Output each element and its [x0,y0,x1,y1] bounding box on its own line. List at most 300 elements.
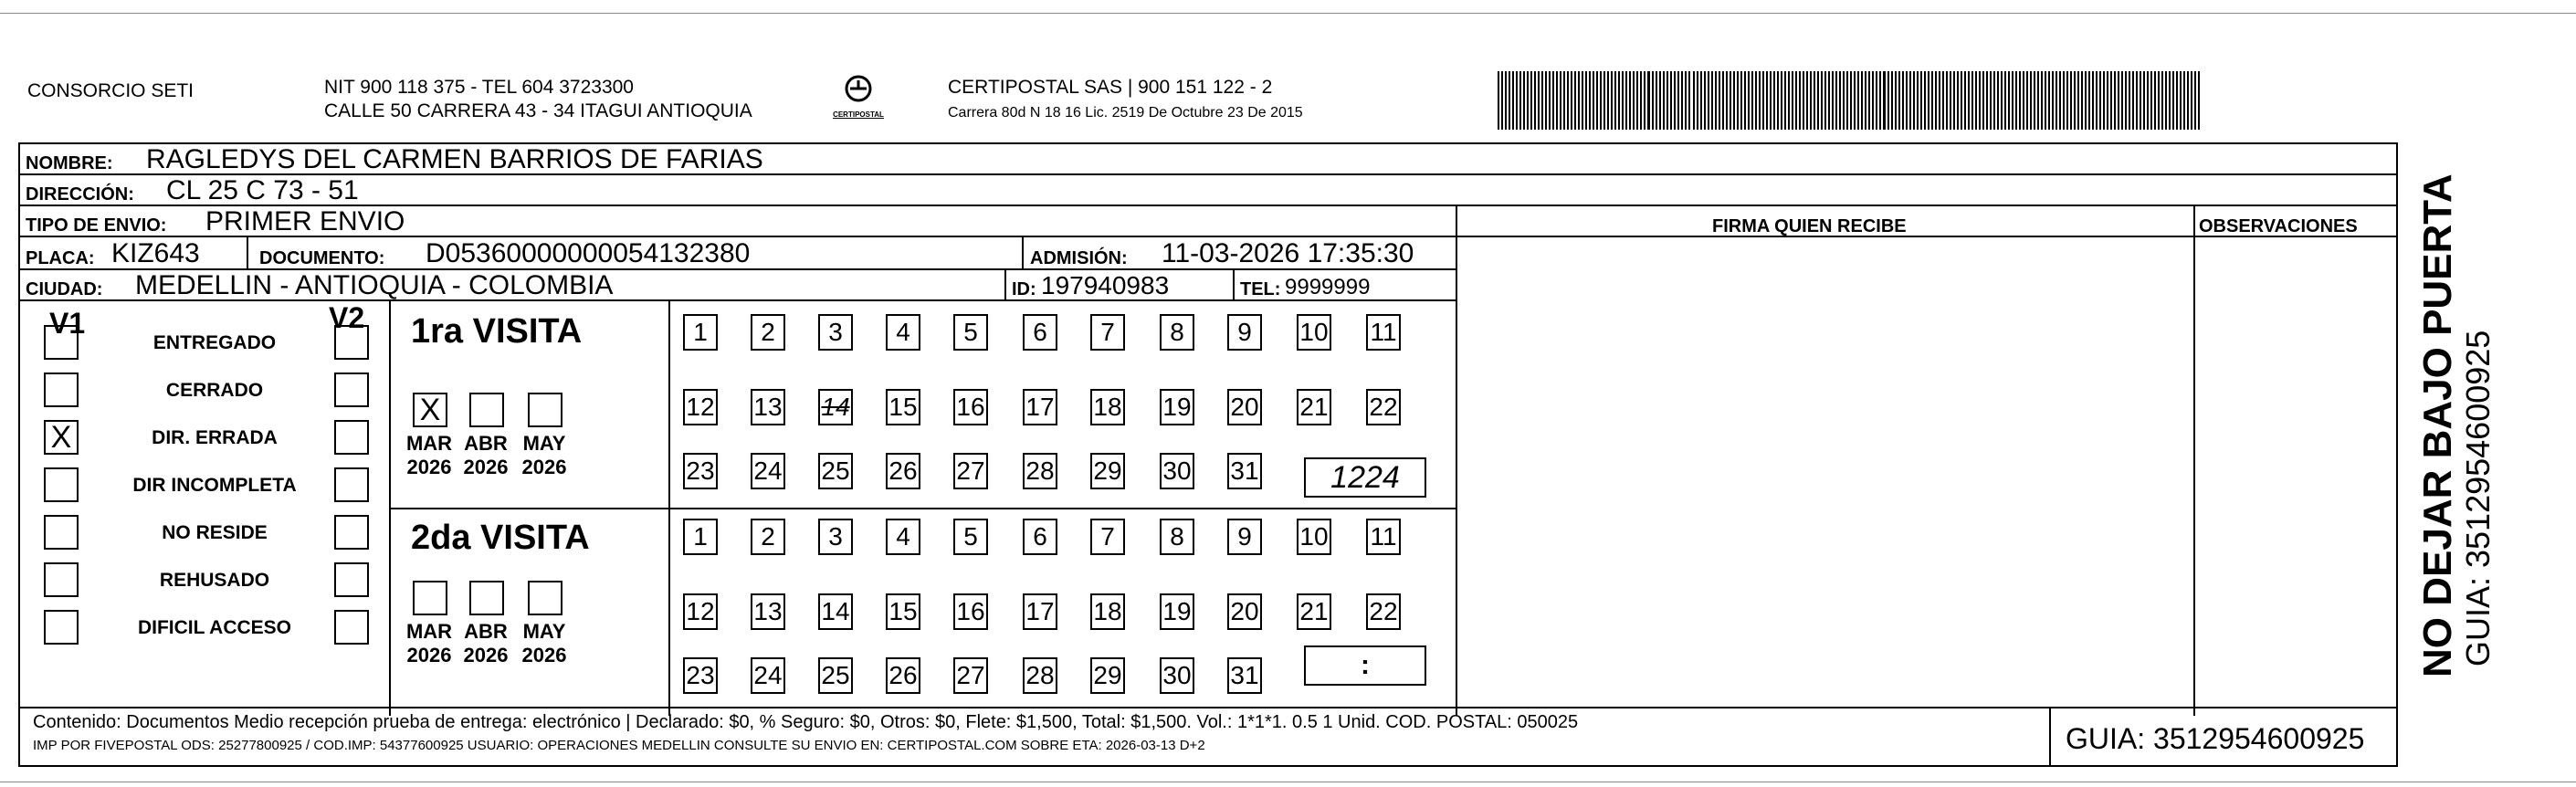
barcode-bar [1722,71,1724,130]
barcode-bar [1614,71,1616,130]
day-box[interactable]: 28 [1023,657,1057,694]
barcode-bar [2066,71,2068,130]
day-box[interactable]: 9 [1227,519,1262,555]
barcode-bar [2107,71,2108,130]
v1-checkbox[interactable] [44,562,79,597]
barcode-bar [1677,71,1679,130]
barcode-bar [1667,71,1668,130]
barcode-bar [1931,71,1933,130]
barcode-bar [2183,71,2185,130]
day-box[interactable]: 15 [886,593,920,630]
barcode-bar [2045,71,2046,130]
barcode-bar [1759,71,1761,130]
day-box[interactable]: 7 [1090,314,1125,351]
barcode-bar [1541,71,1543,130]
day-box[interactable]: 12 [683,593,718,630]
barcode-bar [1964,71,1966,130]
v1-checkbox[interactable] [44,610,79,645]
admision-divider [1022,237,1024,268]
year-label: 2026 [406,644,452,666]
barcode-bar [1571,71,1572,130]
barcode-bar [1795,71,1797,130]
barcode-bar [1674,71,1676,130]
barcode-bar [1719,71,1720,130]
year-label: 2026 [521,644,567,666]
day-box[interactable]: 7 [1090,519,1125,555]
barcode-bar [1861,71,1863,130]
day-box[interactable]: 31 [1227,657,1262,694]
barcode-bar [1549,71,1551,130]
barcode-bar [1817,71,1819,130]
barcode-bar [2132,71,2134,130]
day-box[interactable]: 24 [751,657,785,694]
status-label: ENTREGADO [152,332,277,353]
barcode-bar [1971,71,1973,130]
barcode-bar [2169,71,2171,130]
day-box[interactable]: 11 [1366,314,1401,351]
barcode-bar [2140,71,2141,130]
barcode-bar [2118,71,2119,130]
barcode-bar [1693,71,1695,130]
direccion-label: DIRECCIÓN: [26,184,134,205]
barcode-bar [2019,71,2021,130]
day-box[interactable]: 28 [1023,453,1057,489]
day-box[interactable]: 13 [751,389,785,425]
barcode-bar [2150,71,2152,130]
barcode-bar [1593,71,1594,130]
barcode-bar [2059,71,2061,130]
day-box[interactable]: 2 [751,519,785,555]
barcode-bar [1618,71,1620,130]
placa-row [20,237,1457,270]
day-box[interactable]: 4 [886,314,920,351]
day-box[interactable]: 25 [818,657,853,694]
ciudad-row [20,270,1457,301]
ciudad-value: MEDELLIN - ANTIOQUIA - COLOMBIA [135,270,614,300]
barcode-bar [1644,71,1645,130]
barcode-bar [2030,71,2032,130]
barcode-bar [1968,71,1970,130]
day-box[interactable]: 22 [1366,389,1401,425]
barcode-bar [1835,71,1837,130]
day-box[interactable]: 19 [1160,593,1194,630]
footer-guia: GUIA: 3512954600925 [2066,722,2365,755]
observaciones-left-border [2193,206,2195,716]
month-label: MAY [522,620,566,643]
barcode-bar [1578,71,1580,130]
documento-label: DOCUMENTO: [259,248,385,268]
day-box[interactable]: 23 [683,657,718,694]
barcode-bar [1633,71,1635,130]
visit2-title: 2da VISITA [411,519,590,557]
barcode-bar [1832,71,1834,130]
ciudad-label: CIUDAD: [26,279,103,299]
barcode-bar [2129,71,2130,130]
visit1-title: 1ra VISITA [411,312,583,351]
barcode-bar [1538,71,1540,130]
barcode-bar [1527,71,1529,130]
barcode-bar [1663,71,1665,130]
barcode-bar [1865,71,1866,130]
barcode-bar [1567,71,1569,130]
barcode-bar [2161,71,2163,130]
day-box[interactable]: 9 [1227,314,1262,351]
barcode-bar [2081,71,2083,130]
barcode-bar [1585,71,1587,130]
barcode-bar [1909,71,1911,130]
barcode-bar [2158,71,2160,130]
barcode-bar [1656,71,1657,130]
barcode-bar [2099,71,2101,130]
barcode-bar [1688,71,1690,130]
barcode-bar [1652,71,1654,130]
day-box[interactable]: 16 [953,389,988,425]
day-box[interactable]: 22 [1366,593,1401,630]
license-line: Carrera 80d N 18 16 Lic. 2519 De Octubre 23 De 2015 [948,105,1303,121]
barcode-bar [1737,71,1739,130]
nombre-label: NOMBRE: [26,153,113,173]
barcode-bar [2147,71,2149,130]
company-name: CONSORCIO SETI [27,80,195,101]
day-box[interactable]: 18 [1090,593,1125,630]
id-label: ID: [1012,279,1036,299]
v2-checkbox[interactable] [334,515,369,550]
barcode-bar [1607,71,1609,130]
barcode-bar [1519,71,1521,130]
barcode-bar [1891,71,1893,130]
barcode-bar [1711,71,1713,130]
barcode-bar [1939,71,1940,130]
admision-value: 11-03-2026 17:35:30 [1162,238,1414,268]
day-box[interactable]: 10 [1297,314,1331,351]
day-box[interactable]: 3 [818,314,853,351]
barcode-bar [1770,71,1772,130]
barcode-bar [2092,71,2094,130]
barcode-bar [1883,71,1886,130]
barcode-bar [1704,71,1706,130]
barcode-bar [2125,71,2127,130]
barcode-bar [1636,71,1638,130]
barcode-bar [1501,71,1503,130]
month-checkbox[interactable]: X [413,393,447,427]
tel-divider [1233,270,1235,299]
barcode-bar [1498,71,1499,130]
barcode-bar [1611,71,1613,130]
day-box[interactable]: 29 [1090,453,1125,489]
day-box[interactable]: 20 [1227,389,1262,425]
barcode-bar [2110,71,2112,130]
barcode-bar [2103,71,2105,130]
status-label: CERRADO [165,380,264,401]
tel-value: 9999999 [1285,275,1371,299]
day-box[interactable]: 6 [1023,519,1057,555]
status-label: DIR INCOMPLETA [132,475,297,496]
day-box[interactable]: 17 [1023,389,1057,425]
barcode-bar [1803,71,1804,130]
month-checkbox[interactable] [469,581,504,615]
barcode-bar [2015,71,2017,130]
barcode-bar [2165,71,2167,130]
top-edge-line [0,13,2576,14]
address-line: CALLE 50 CARRERA 43 - 34 ITAGUI ANTIOQUIA [324,100,752,121]
barcode-bar [1846,71,1848,130]
barcode-bar [2008,71,2010,130]
visit2-time-box [1304,645,1426,686]
tipo-label: TIPO DE ENVIO: [26,215,167,236]
footer-imp: IMP POR FIVEPOSTAL ODS: 25277800925 / COD.IMP: 54377600925 USUARIO: OPERACIONES MEDELLIN CONSULTE SU ENVIO EN: CERTIPOSTAL.COM SOBRE ETA: 2026-03-13 D+2 [33,738,1205,753]
visit-divider [389,508,1456,509]
day-box[interactable]: 18 [1090,389,1125,425]
day-box[interactable]: 27 [953,453,988,489]
barcode-bar [1913,71,1915,130]
barcode-bar [2191,71,2192,130]
barcode-bar [1751,71,1753,130]
barcode-bar [2172,71,2174,130]
barcode-bar [1942,71,1944,130]
delivery-form [18,142,2398,767]
barcode-bar [1596,71,1598,130]
barcode-bar [1708,71,1709,130]
nit-line: NIT 900 118 375 - TEL 604 3723300 [324,77,634,98]
barcode-bar [1824,71,1826,130]
barcode-bar [1928,71,1929,130]
barcode-bar [1748,71,1750,130]
visit1-time-value: 1224 [1330,460,1400,495]
barcode-bar [1773,71,1775,130]
day-box[interactable]: 29 [1090,657,1125,694]
day-box[interactable]: 25 [818,453,853,489]
day-box[interactable]: 26 [886,453,920,489]
day-box[interactable]: 16 [953,593,988,630]
barcode-bar [1505,71,1507,130]
barcode-bar [2154,71,2156,130]
barcode-bar [1534,71,1536,130]
observaciones-header: OBSERVACIONES [2199,216,2358,236]
admision-label: ADMISIÓN: [1030,248,1128,268]
barcode-bar [2056,71,2057,130]
barcode-bar [1895,71,1897,130]
logo-icon [840,75,877,106]
day-box[interactable]: 30 [1160,657,1194,694]
footer-guia-divider [2049,707,2051,767]
side-text [2416,148,2497,677]
nombre-value: RAGLEDYS DEL CARMEN BARRIOS DE FARIAS [146,144,763,174]
day-box[interactable]: 30 [1160,453,1194,489]
barcode-bar [1762,71,1764,130]
barcode-bar [1733,71,1735,130]
barcode-bar [1917,71,1919,130]
v1-label: V1 [49,307,86,340]
barcode-bar [1556,71,1558,130]
barcode-bar [1788,71,1790,130]
barcode-bar [2121,71,2123,130]
day-box[interactable]: 6 [1023,314,1057,351]
barcode-bar [2088,71,2090,130]
barcode-bar [1810,71,1812,130]
barcode-bar [1563,71,1565,130]
day-box[interactable]: 14 [818,593,853,630]
firma-header: FIRMA QUIEN RECIBE [1712,216,1907,236]
day-box[interactable]: 5 [953,519,988,555]
day-box[interactable]: 8 [1160,519,1194,555]
barcode-bar [2114,71,2116,130]
day-box[interactable]: 1 [683,519,718,555]
year-label: 2026 [463,644,509,666]
day-box[interactable]: 12 [683,389,718,425]
month-checkbox[interactable] [413,581,447,615]
day-box[interactable]: 3 [818,519,853,555]
v2-checkbox[interactable] [334,325,369,360]
barcode-bar [1530,71,1532,130]
day-box[interactable]: 24 [751,453,785,489]
v1-checkbox[interactable] [44,515,79,550]
day-box[interactable]: 27 [953,657,988,694]
barcode-bar [1857,71,1859,130]
v2-checkbox[interactable] [334,467,369,502]
v2-checkbox[interactable] [334,420,369,455]
barcode-bar [1523,71,1525,130]
barcode-bar [1622,71,1624,130]
v2-checkbox[interactable] [334,610,369,645]
v2-label: V2 [329,301,365,334]
month-checkbox[interactable] [469,393,504,427]
logo-text: CERTIPOSTAL [833,110,884,119]
barcode-bar [1640,71,1642,130]
barcode-bar [1806,71,1808,130]
barcode-bar [2194,71,2196,130]
no-dejar-bajo-puerta: NO DEJAR BAJO PUERTA [2415,173,2460,677]
day-box[interactable]: 26 [886,657,920,694]
barcode-bar [1935,71,1937,130]
v1-checkbox[interactable] [44,373,79,407]
id-value: 197940983 [1041,271,1170,299]
barcode-bar [1902,71,1904,130]
day-box[interactable]: 14 [818,389,853,425]
visit2-time-value: : [1361,650,1370,680]
barcode-bar [1924,71,1926,130]
barcode-bar [1730,71,1731,130]
tipo-row [20,206,2396,237]
status-label: REHUSADO [159,570,270,591]
barcode-bar [2026,71,2028,130]
certipostal-line: CERTIPOSTAL SAS | 900 151 122 - 2 [948,77,1273,98]
barcode-bar [1589,71,1591,130]
barcode-bar [1545,71,1547,130]
barcode-bar [1975,71,1977,130]
v1-checkbox[interactable]: X [44,420,79,455]
barcode-bar [1755,71,1757,130]
v1-checkbox[interactable] [44,467,79,502]
day-box[interactable]: 4 [886,519,920,555]
barcode-bar [1697,71,1698,130]
day-box[interactable]: 2 [751,314,785,351]
barcode-bar [2187,71,2189,130]
day-box[interactable]: 20 [1227,593,1262,630]
barcode-bar [1792,71,1793,130]
barcode-bar [1854,71,1856,130]
barcode-bar [1950,71,1951,130]
barcode-bar [1766,71,1768,130]
barcode-bar [1993,71,1995,130]
tel-label: TEL: [1240,279,1281,299]
barcode-bar [1603,71,1605,130]
direccion-row [20,175,2396,206]
barcode-bar [1659,71,1661,130]
barcode-bar [1509,71,1510,130]
day-box[interactable]: 8 [1160,314,1194,351]
month-checkbox[interactable] [528,581,563,615]
barcode-bar [2096,71,2098,130]
barcode-bar [1906,71,1908,130]
month-checkbox[interactable] [528,393,563,427]
barcode-bar [1647,71,1650,130]
day-box[interactable]: 17 [1023,593,1057,630]
side-guia: GUIA: 3512954600925 [2459,330,2497,666]
month-label: ABR [464,620,508,643]
id-divider [1004,270,1006,299]
barcode-bar [1715,71,1717,130]
day-box[interactable]: 11 [1366,519,1401,555]
v1-checkbox[interactable] [44,325,79,360]
barcode-bar [2176,71,2178,130]
day-box[interactable]: 21 [1297,593,1331,630]
barcode-bar [2041,71,2043,130]
barcode-bar [2034,71,2035,130]
barcode-bar [1986,71,1988,130]
barcode-bar [1821,71,1823,130]
barcode-bar [2063,71,2065,130]
barcode-bar [1681,71,1683,130]
barcode-bar [1784,71,1786,130]
day-box[interactable]: 5 [953,314,988,351]
barcode-bar [1512,71,1514,130]
day-box[interactable]: 31 [1227,453,1262,489]
day-box[interactable]: 13 [751,593,785,630]
day-box[interactable]: 15 [886,389,920,425]
barcode-bar [2070,71,2072,130]
barcode-bar [1961,71,1962,130]
barcode-bar [1552,71,1554,130]
day-box[interactable]: 1 [683,314,718,351]
barcode-bar [1876,71,1877,130]
day-box[interactable]: 21 [1297,389,1331,425]
barcode [1498,71,2203,130]
barcode-bar [1982,71,1984,130]
barcode-bar [1600,71,1602,130]
barcode-bar [1839,71,1841,130]
barcode-bar [2077,71,2079,130]
footer-top-line [20,707,2396,708]
barcode-bar [2037,71,2039,130]
barcode-bar [1887,71,1889,130]
documento-value: D05360000000054132380 [426,238,751,268]
barcode-bar [1629,71,1631,130]
barcode-bar [1828,71,1830,130]
barcode-bar [2085,71,2087,130]
month-label: ABR [464,432,508,455]
certipostal-logo [826,75,890,130]
barcode-bar [2048,71,2050,130]
day-box[interactable]: 23 [683,453,718,489]
barcode-bar [1777,71,1779,130]
status-label: NO RESIDE [162,522,268,543]
v2-checkbox[interactable] [334,373,369,407]
v2-checkbox[interactable] [334,562,369,597]
barcode-bar [1990,71,1992,130]
day-box[interactable]: 10 [1297,519,1331,555]
barcode-bar [1953,71,1955,130]
day-box[interactable]: 19 [1160,389,1194,425]
